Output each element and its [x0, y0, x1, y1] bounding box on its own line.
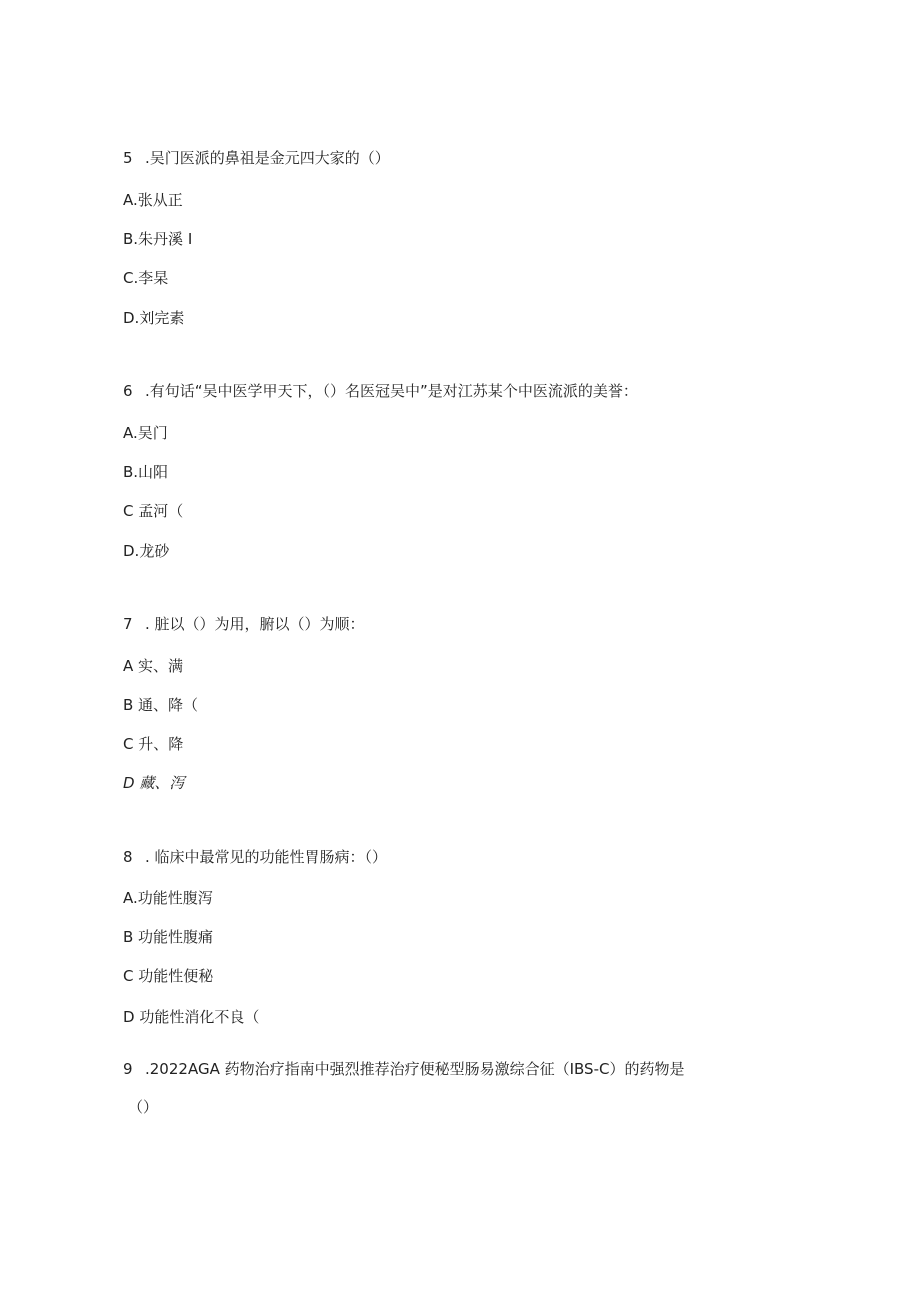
question-number: 7 [123, 615, 133, 633]
question-text: . 临床中最常见的功能性胃肠病：（） [145, 848, 388, 866]
question-5-option-c: C.李杲 [123, 269, 169, 287]
question-8-option-b: B 功能性腹痛 [123, 928, 214, 946]
question-6-stem [123, 381, 638, 401]
question-8-option-a: A.功能性腹泻 [123, 889, 213, 907]
question-6-option-b: B.山阳 [123, 463, 169, 481]
question-7-option-d: D 藏、泻 [123, 774, 185, 792]
question-8-option-c: C 功能性便秘 [123, 967, 214, 985]
question-text: .吴门医派的鼻祖是金元四大家的（） [145, 149, 390, 167]
question-text: .2022AGA 药物治疗指南中强烈推荐治疗便秘型肠易激综合征（IBS-C）的药物是 [145, 1060, 685, 1078]
question-number: 8 [123, 848, 133, 866]
question-6-option-d: D.龙砂 [123, 542, 170, 560]
question-5-stem [123, 148, 390, 168]
question-text: . 脏以（）为用，腑以（）为顺： [145, 615, 365, 633]
question-9-stem [123, 1059, 684, 1079]
question-text: .有句话“吴中医学甲天下，（）名医冠吴中”是对江苏某个中医流派的美誉： [145, 382, 638, 400]
question-8-stem [123, 847, 387, 867]
question-7-option-c: C 升、降 [123, 735, 184, 753]
question-8-option-d: D 功能性消化不良（ [123, 1008, 260, 1026]
question-6-option-c: C 孟河（ [123, 502, 184, 520]
question-5-option-d: D.刘完素 [123, 309, 185, 327]
question-5-option-b: B.朱丹溪 I [123, 230, 193, 248]
question-6-option-a: A.吴门 [123, 424, 168, 442]
question-number: 5 [123, 149, 133, 167]
question-number: 9 [123, 1060, 133, 1078]
question-7-option-b: B 通、降（ [123, 696, 199, 714]
question-7-option-a: A 实、满 [123, 657, 184, 675]
question-9-stem-continued: （） [128, 1098, 159, 1116]
question-7-stem [123, 614, 365, 634]
question-number: 6 [123, 382, 133, 400]
question-5-option-a: A.张从正 [123, 191, 183, 209]
